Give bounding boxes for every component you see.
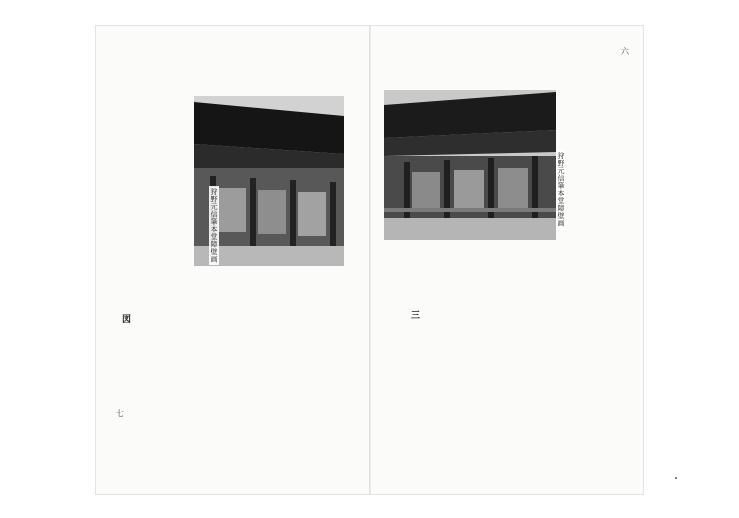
margin-mark: [675, 477, 677, 479]
right-photo-caption: 狩野元信筆本堂障壁画: [557, 152, 565, 227]
left-page-heading: 図: [122, 315, 132, 325]
right-page-body-top: [370, 40, 632, 245]
right-page-body-bottom: [380, 246, 632, 476]
left-photo-caption: 狩野元信筆本堂障壁画: [210, 188, 218, 263]
right-page-heading: 三: [411, 311, 421, 321]
right-page-number: 六: [621, 47, 629, 56]
left-page-number: 七: [116, 409, 124, 418]
left-page-body: [138, 38, 362, 458]
